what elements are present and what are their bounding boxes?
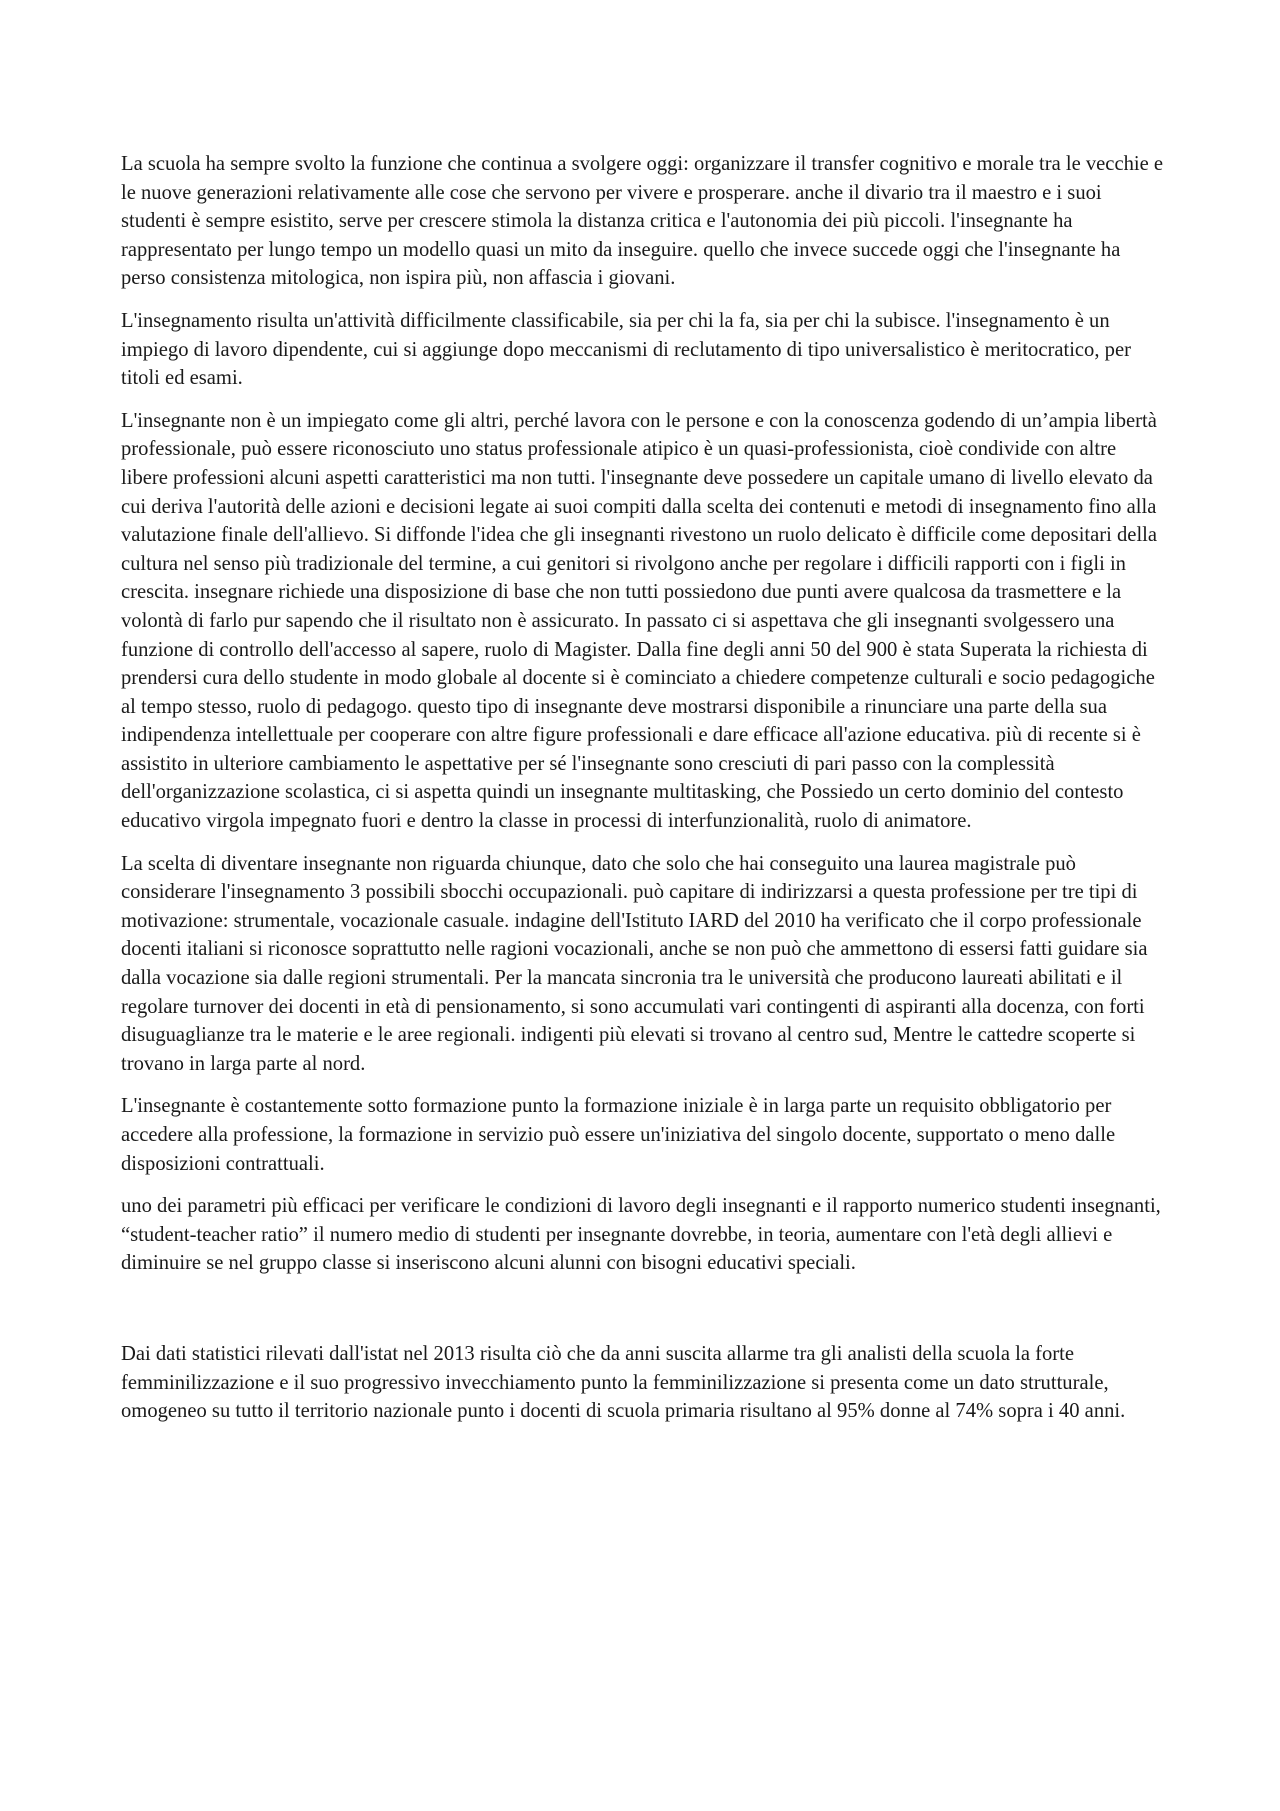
paragraph-teacher-role: L'insegnante non è un impiegato come gli altri, perché lavora con le persone e con la conoscenza godendo di un’ampia libertà professionale, può essere riconosciuto uno status professionale atipico è un quasi-professionista, cioè condivide con altre libere professioni alcuni aspetti caratteristici ma non tutti. l'insegnante deve possedere un capitale umano di livello elevato da cui deriva l'autorità delle azioni e decisioni legate ai suoi compiti dalla scelta dei contenuti e metodi di insegnamento fino alla valutazione finale dell'allievo. Si diffonde l'idea che gli insegnanti rivestono un ruolo delicato è difficile come depositari della cultura nel senso più tradizionale del termine, a cui genitori si rivolgono anche per regolare i difficili rapporti con i figli in crescita. insegnare richiede una disposizione di base che non tutti possiedono due punti avere qualcosa da trasmettere e la volontà di farlo pur sapendo che il risultato non è assicurato. In passato ci si aspettava che gli insegnanti svolgessero una funzione di controllo dell'accesso al sapere, ruolo di Magister. Dalla fine degli anni 50 del 900 è stata Superata la richiesta di prendersi cura dello studente in modo globale al docente si è cominciato a chiedere competenze culturali e socio pedagogiche al tempo stesso, ruolo di pedagogo. questo tipo di insegnante deve mostrarsi disponibile a rinunciare una parte della sua indipendenza intellettuale per cooperare con altre figure professionali e dare efficace all'azione educativa. più di recente si è assistito in ulteriore cambiamento le aspettative per sé l'insegnante sono cresciuti di pari passo con la complessità dell'organizzazione scolastica, ci si aspetta quindi un insegnante multitasking, che Possiedo un certo dominio del contesto educativo virgola impegnato fuori e dentro la classe in processi di interfunzionalità, ruolo di animatore. bbox=[121, 409, 1158, 833]
paragraph-student-teacher-ratio: uno dei parametri più efficaci per verificare le condizioni di lavoro degli insegnanti e il rapporto numerico studenti insegnanti, “student-teacher ratio” il numero medio di studenti per insegnante dovrebbe, in teoria, aumentare con l'età degli allievi e diminuire se nel gruppo classe si inseriscono alcuni alunni con bisogni educativi speciali. bbox=[121, 1195, 1161, 1275]
paragraph-istat-statistics: Dai dati statistici rilevati dall'istat nel 2013 risulta ciò che da anni suscita allarme tra gli analisti della scuola la forte femminilizzazione e il suo progressivo invecchiamento punto la femminilizzazione si presenta come un dato strutturale, omogeneo su tutto il territorio nazionale punto i docenti di scuola primaria risultano al 95% donne al 74% sopra i 40 anni. bbox=[121, 1342, 1126, 1423]
paragraph-teaching-classification: L'insegnamento risulta un'attività difficilmente classificabile, sia per chi la fa, sia per chi la subisce. l'insegnamento è un impiego di lavoro dipendente, cui si aggiunge dopo meccanismi di reclutamento di tipo universalistico è meritocratico, per titoli ed esami. bbox=[121, 309, 1131, 390]
document-body bbox=[121, 150, 1166, 1440]
paragraph-teacher-training: L'insegnante è costantemente sotto formazione punto la formazione iniziale è in larga parte un requisito obbligatorio per accedere alla professione, la formazione in servizio può essere un'iniziativa del singolo docente, supportato o meno dalle disposizioni contrattuali. bbox=[121, 1095, 1116, 1175]
paragraph-school-function: La scuola ha sempre svolto la funzione che continua a svolgere oggi: organizzare il transfer cognitivo e morale tra le vecchie e le nuove generazioni relativamente alle cose che servono per vivere e prosperare. anche il divario tra il maestro e i suoi studenti è sempre esistito, serve per crescere stimola la distanza critica e l'autonomia dei più piccoli. l'insegnante ha rappresentato per lungo tempo un modello quasi un mito da inseguire. quello che invece succede oggi che l'insegnante ha perso consistenza mitologica, non ispira più, non affascia i giovani. bbox=[121, 153, 1164, 290]
paragraph-career-choice: La scelta di diventare insegnante non riguarda chiunque, dato che solo che hai conseguito una laurea magistrale può considerare l'insegnamento 3 possibili sbocchi occupazionali. può capitare di indirizzarsi a questa professione per tre tipi di motivazione: strumentale, vocazionale casuale. indagine dell'Istituto IARD del 2010 ha verificato che il corpo professionale docenti italiani si riconosce soprattutto nelle ragioni vocazionali, anche se non può che ammettono di essersi fatti guidare sia dalla vocazione sia dalle regioni strumentali. Per la mancata sincronia tra le università che producono laureati abilitati e il regolare turnover dei docenti in età di pensionamento, si sono accumulati vari contingenti di aspiranti alla docenza, con forti disuguaglianze tra le materie e le aree regionali. indigenti più elevati si trovano al centro sud, Mentre le cattedre scoperte si trovano in larga parte al nord. bbox=[121, 852, 1148, 1075]
